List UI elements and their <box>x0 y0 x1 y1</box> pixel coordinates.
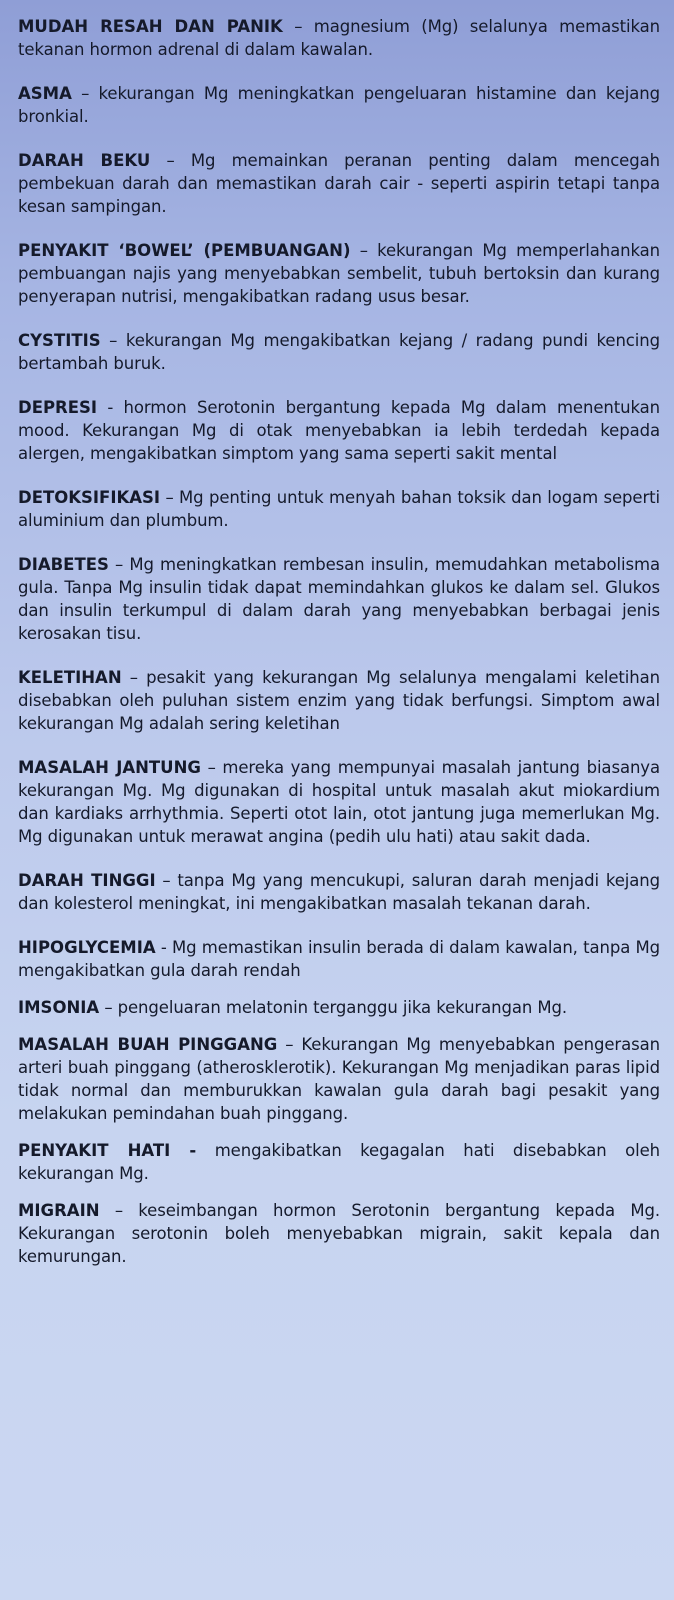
entry-term: IMSONIA <box>18 998 100 1017</box>
entry-description: – mereka yang mempunyai masalah jantung biasanya kekurangan Mg. Mg digunakan di hospital untuk masalah akut miokardium dan kardiaks arrhythmia. Seperti otot lain, otot jantung juga memerlukan Mg. Mg digunakan untuk merawat angina (pedih ulu hati) atau sakit dada. <box>18 758 660 846</box>
entry-depresi <box>18 396 660 465</box>
entry-term: DEPRESI <box>18 398 98 417</box>
entry-description: – Kekurangan Mg menyebabkan pengerasan arteri buah pinggang (atherosklerotik). Kekurangan Mg menjadikan paras lipid tidak normal dan memburukkan kawalan gula darah bagi pesakit yang melakukan pemindahan buah pinggang. <box>18 1035 660 1123</box>
entry-diabetes <box>18 553 660 645</box>
entry-term: ASMA <box>18 84 72 103</box>
entry-description: – kekurangan Mg meningkatkan pengeluaran histamine dan kejang bronkial. <box>18 84 660 126</box>
entry-term: MASALAH BUAH PINGGANG <box>18 1035 278 1054</box>
entry-penyakit-hati <box>18 1139 660 1185</box>
entry-term: DARAH BEKU <box>18 151 151 170</box>
entry-darah-beku <box>18 149 660 218</box>
entry-description: mengakibatkan kegagalan hati disebabkan oleh kekurangan Mg. <box>18 1141 660 1183</box>
entry-term: DARAH TINGGI <box>18 871 156 890</box>
entry-mudah-resah-dan-panik <box>18 15 660 61</box>
entry-term: HIPOGLYCEMIA <box>18 938 156 957</box>
entry-asma <box>18 82 660 128</box>
entry-keletihan <box>18 666 660 735</box>
entry-term: DIABETES <box>18 555 109 574</box>
entry-description: - Mg memastikan insulin berada di dalam kawalan, tanpa Mg mengakibatkan gula darah rendah <box>18 938 660 980</box>
entry-penyakit-bowel <box>18 239 660 308</box>
entry-imsonia <box>18 996 660 1019</box>
entry-description: – kekurangan Mg mengakibatkan kejang / radang pundi kencing bertambah buruk. <box>18 331 660 373</box>
entry-term: PENYAKIT HATI - <box>18 1141 197 1160</box>
entry-term: MIGRAIN <box>18 1201 100 1220</box>
entry-description: - hormon Serotonin bergantung kepada Mg dalam menentukan mood. Kekurangan Mg di otak menyebabkan ia lebih terdedah kepada alergen, mengakibatkan simptom yang sama seperti sakit mental <box>18 398 660 463</box>
entry-masalah-jantung <box>18 756 660 848</box>
entry-migrain <box>18 1199 660 1268</box>
entry-description: – Mg meningkatkan rembesan insulin, memudahkan metabolisma gula. Tanpa Mg insulin tidak dapat memindahkan glukos ke dalam sel. Glukos dan insulin terkumpul di dalam darah yang menyebabkan berbagai jenis kerosakan tisu. <box>18 555 660 643</box>
entry-term: KELETIHAN <box>18 668 122 687</box>
entry-darah-tinggi <box>18 869 660 915</box>
entry-description: – Mg memainkan peranan penting dalam mencegah pembekuan darah dan memastikan darah cair - seperti aspirin tetapi tanpa kesan sampingan. <box>18 151 660 216</box>
entry-masalah-buah-pinggang <box>18 1033 660 1125</box>
entry-cystitis <box>18 329 660 375</box>
entry-description: – pengeluaran melatonin terganggu jika kekurangan Mg. <box>99 998 568 1017</box>
entry-term: PENYAKIT ‘BOWEL’ (PEMBUANGAN) <box>18 241 351 260</box>
entry-term: MASALAH JANTUNG <box>18 758 201 777</box>
entry-term: MUDAH RESAH DAN PANIK <box>18 17 283 36</box>
entry-description: – tanpa Mg yang mencukupi, saluran darah menjadi kejang dan kolesterol meningkat, ini mengakibatkan masalah tekanan darah. <box>18 871 660 913</box>
entry-term: DETOKSIFIKASI <box>18 488 161 507</box>
entry-description: – magnesium (Mg) selalunya memastikan tekanan hormon adrenal di dalam kawalan. <box>18 17 660 59</box>
entry-description: – Mg penting untuk menyah bahan toksik dan logam seperti aluminium dan plumbum. <box>18 488 660 530</box>
entry-hipoglycemia <box>18 936 660 982</box>
entry-description: – pesakit yang kekurangan Mg selalunya mengalami keletihan disebabkan oleh puluhan sistem enzim yang tidak berfungsi. Simptom awal kekurangan Mg adalah sering keletihan <box>18 668 660 733</box>
entry-description: – keseimbangan hormon Serotonin bergantung kepada Mg. Kekurangan serotonin boleh menyebabkan migrain, sakit kepala dan kemurungan. <box>18 1201 660 1266</box>
entry-description: – kekurangan Mg memperlahankan pembuangan najis yang menyebabkan sembelit, tubuh bertoksin dan kurang penyerapan nutrisi, mengakibatkan radang usus besar. <box>18 241 660 306</box>
entry-term: CYSTITIS <box>18 331 101 350</box>
entry-detoksifikasi <box>18 486 660 532</box>
